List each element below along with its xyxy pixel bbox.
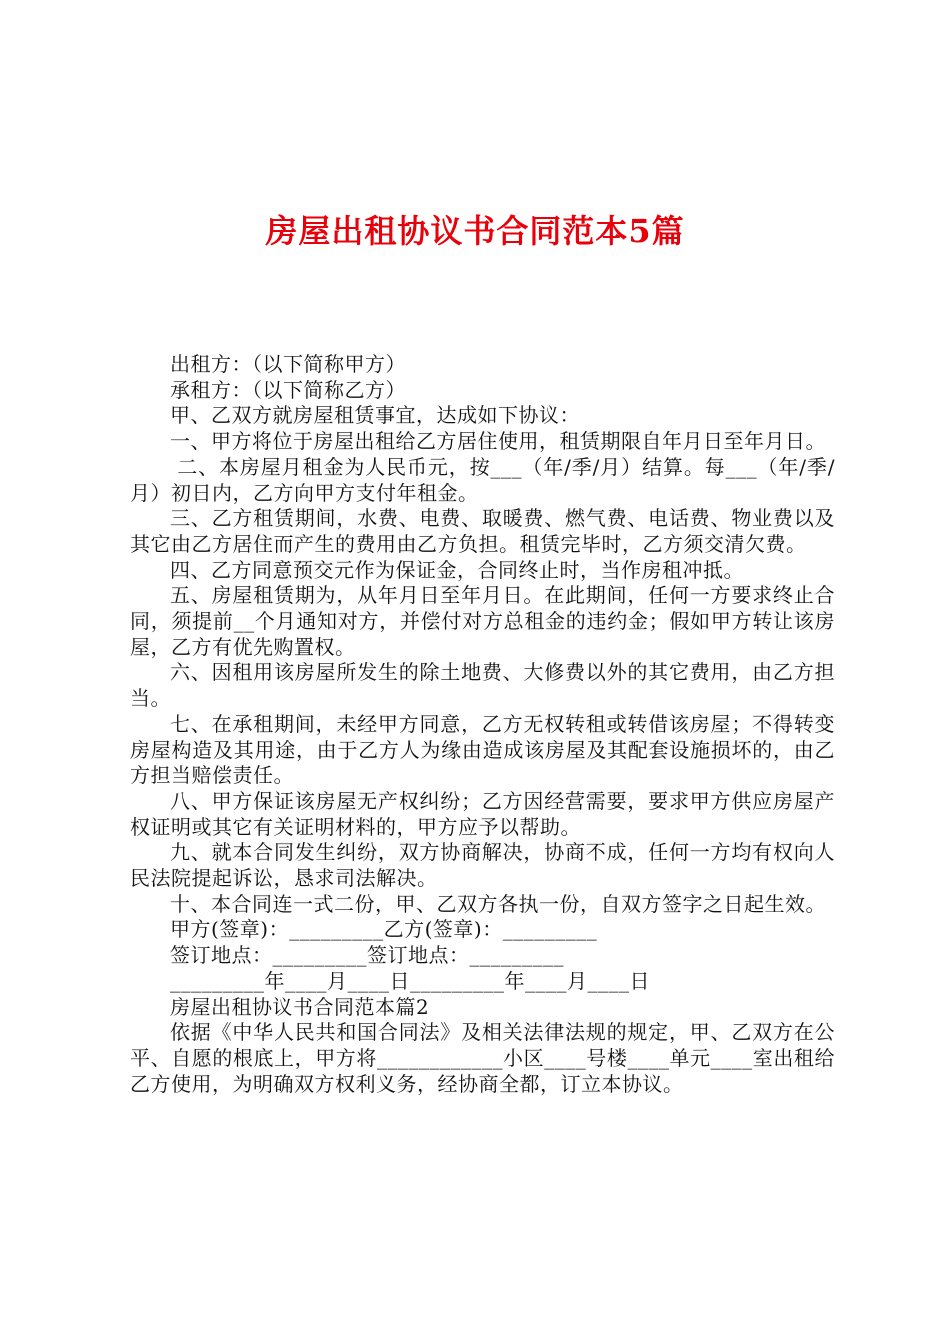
paragraph-clause-10: 十、本合同连一式二份，甲、乙双方各执一份，自双方签字之日起生效。 [170, 891, 826, 916]
paragraph-clause-9: 九、就本合同发生纠纷，双方协商解决，协商不成，任何一方均有权向人民法院提起诉讼，恳求司法解决。 [130, 840, 835, 891]
paragraph-clause-5: 五、房屋租赁期为，从年月日至年月日。在此期间，任何一方要求终止合同，须提前__个月通知对方，并偿付对方总租金的违约金；假如甲方转让该房屋，乙方有优先购置权。 [130, 583, 835, 659]
paragraph-clause-6: 六、因租用该房屋所发生的除土地费、大修费以外的其它费用，由乙方担当。 [130, 660, 835, 711]
document-title: 房屋出租协议书合同范本5篇 [265, 212, 685, 250]
paragraph-clause-3: 三、乙方租赁期间，水费、电费、取暖费、燃气费、电话费、物业费以及其它由乙方居住而产生的费用由乙方负担。租赁完毕时，乙方须交清欠费。 [130, 506, 835, 556]
paragraph-clause-8: 八、甲方保证该房屋无产权纠纷；乙方因经营需要，要求甲方供应房屋产权证明或其它有关证明材料的，甲方应予以帮助。 [130, 788, 835, 839]
section-heading-2: 房屋出租协议书合同范本篇2 [170, 994, 430, 1019]
signing-place-line: 签订地点：_________签订地点：_________ [170, 943, 564, 968]
document-body [130, 352, 835, 1097]
paragraph-agreement-intro: 甲、乙双方就房屋租赁事宜，达成如下协议： [170, 403, 580, 428]
paragraph-section-2-intro: 依据《中华人民共和国合同法》及相关法律法规的规定，甲、乙双方在公平、自愿的根底上，甲方将____________小区____号楼____单元____室出租给乙方使用，为明确双方权利义务，经协商全都，订立本协议。 [130, 1020, 835, 1096]
paragraph-lessee: 承租方：（以下简称乙方） [170, 377, 406, 402]
paragraph-clause-2: 二、本房屋月租金为人民币元，按___（年/季/月）结算。每___（年/季/月）初日内，乙方向甲方支付年租金。 [130, 454, 836, 505]
signing-date-line: _________年____月____日_________年____月____日 [170, 968, 650, 993]
paragraph-clause-7: 七、在承租期间，未经甲方同意，乙方无权转租或转借该房屋；不得转变房屋构造及其用途，由于乙方人为缘由造成该房屋及其配套设施损坏的，由乙方担当赔偿责任。 [130, 711, 835, 788]
paragraph-lessor: 出租方：（以下简称甲方） [170, 352, 406, 376]
paragraph-clause-1: 一、甲方将位于房屋出租给乙方居住使用，租赁期限自年月日至年月日。 [170, 429, 826, 454]
paragraph-clause-4: 四、乙方同意预交元作为保证金，合同终止时，当作房租冲抵。 [170, 557, 744, 582]
signature-line: 甲方(签章)：_________乙方(签章)：_________ [170, 917, 598, 942]
